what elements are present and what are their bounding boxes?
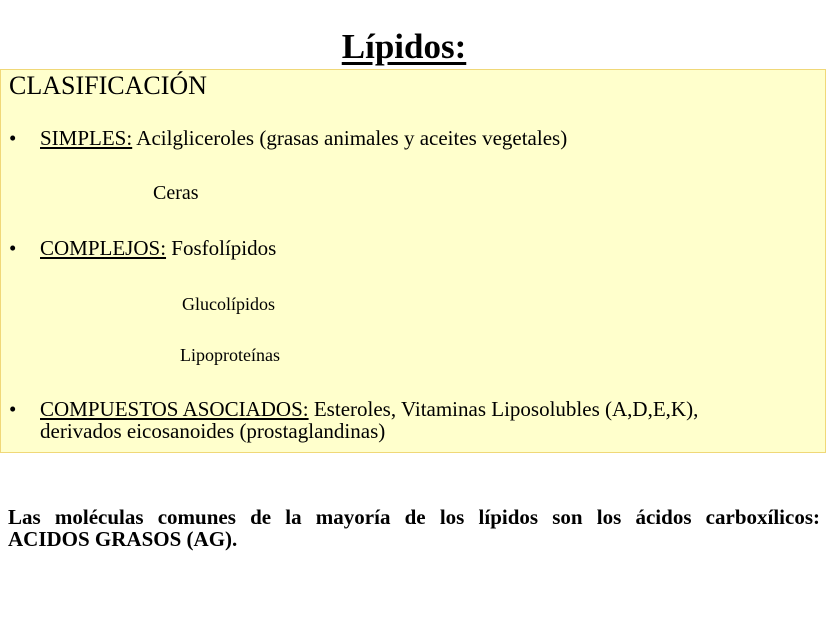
bullet-icon: • <box>9 126 17 150</box>
complejos-text: Fosfolípidos <box>166 236 277 260</box>
note-line-2: ACIDOS GRASOS (AG). <box>8 527 238 551</box>
fatty-acids-note <box>8 506 820 550</box>
simples-label: SIMPLES: <box>40 126 133 150</box>
compuestos-text-line2: derivados eicosanoides (prostaglandinas) <box>40 419 386 443</box>
compuestos-text: Esteroles, Vitaminas Liposolubles (A,D,E,K), <box>308 397 699 421</box>
simples-item <box>40 126 567 150</box>
classification-box <box>0 69 826 453</box>
page-title: Lípidos: <box>341 27 467 66</box>
bullet-icon: • <box>9 236 17 260</box>
simples-text: Acilgliceroles (grasas animales y aceites vegetales) <box>132 126 568 150</box>
complejos-item <box>40 236 276 260</box>
complejos-label: COMPLEJOS: <box>40 236 167 260</box>
complejos-sub-glucolipidos: Glucolípidos <box>182 294 275 314</box>
bullet-icon: • <box>9 397 17 421</box>
classification-heading: CLASIFICACIÓN <box>9 71 207 100</box>
compuestos-label: COMPUESTOS ASOCIADOS: <box>40 397 309 421</box>
compuestos-item <box>40 397 698 421</box>
complejos-sub-lipoproteinas: Lipoproteínas <box>180 345 280 365</box>
note-line-1: Las moléculas comunes de la mayoría de los lípidos son los ácidos carboxílicos: <box>8 505 820 529</box>
simples-sub-ceras: Ceras <box>153 182 199 204</box>
